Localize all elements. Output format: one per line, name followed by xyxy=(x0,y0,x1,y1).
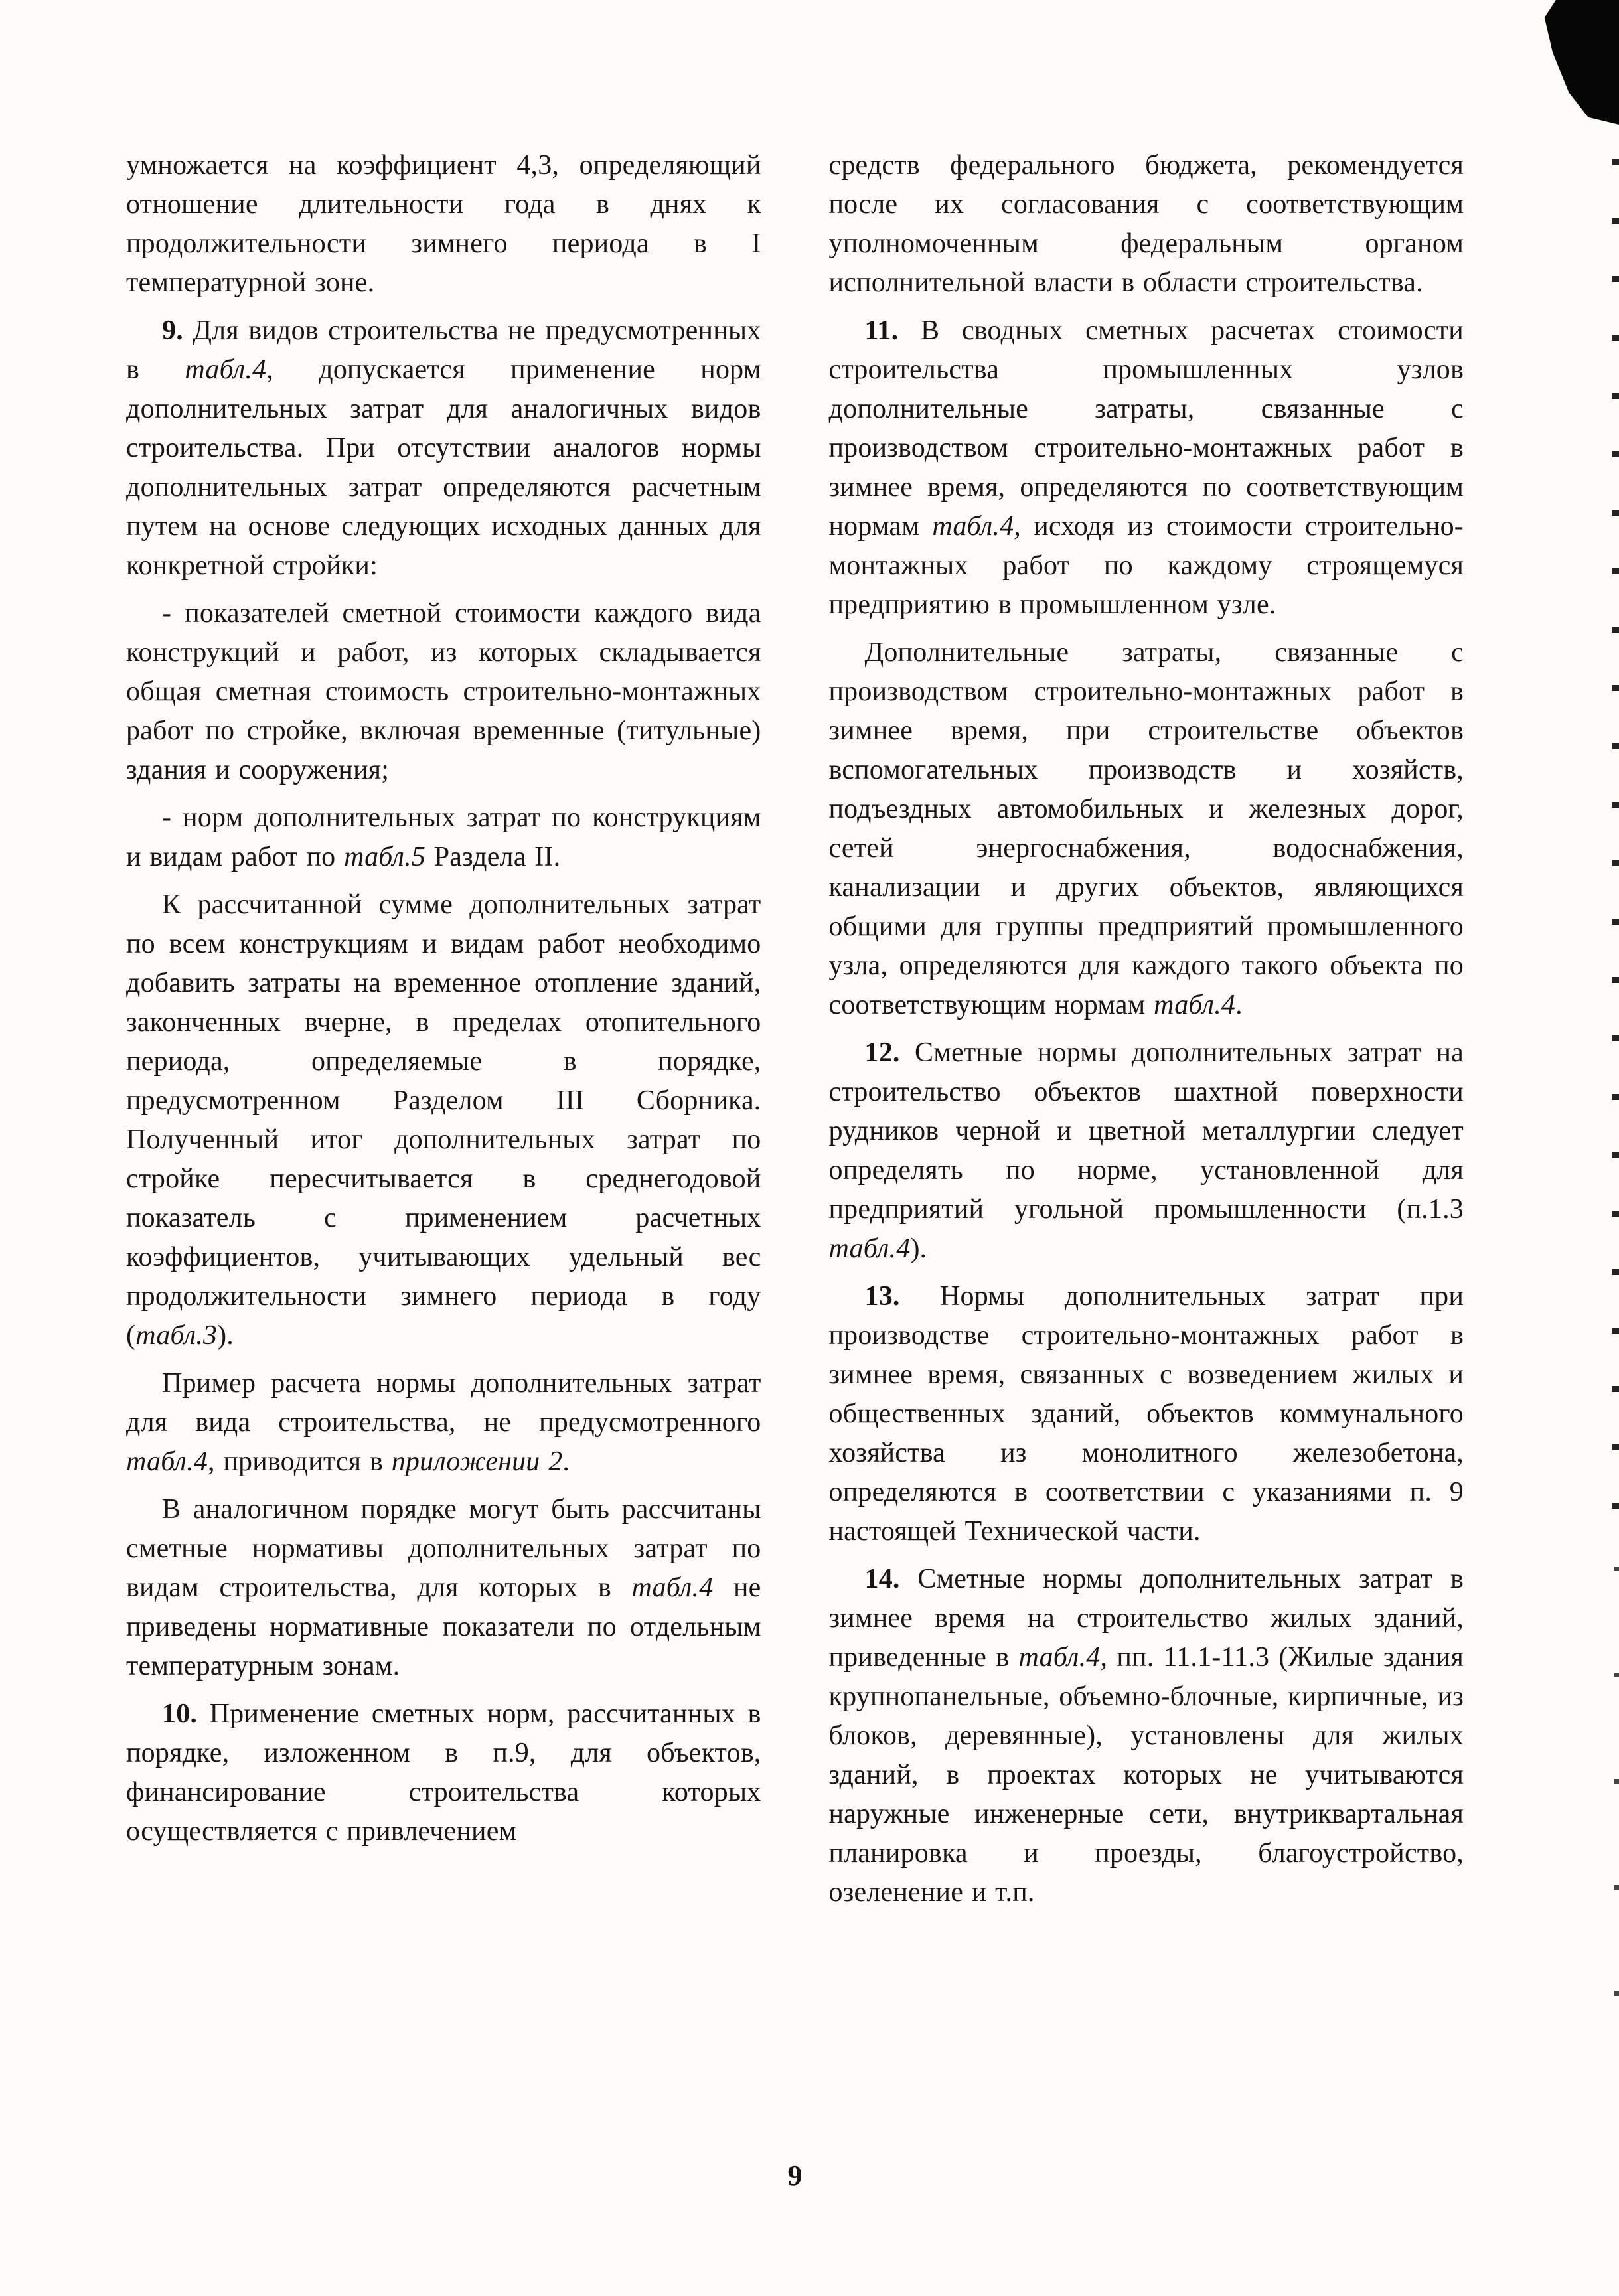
scan-artifact-corner xyxy=(1538,0,1619,125)
text-run: Дополнительные затраты, связанные с производством строительно-монтажных работ в зимнее время, при строительстве объектов вспомогательных производств и хозяйств, подъездных автомобильных и железных дорог, сетей энергоснабжения, водоснабжения, канализации и других объектов, являющихся общими для группы предприятий промышленного узла, определяются для каждого такого объекта по соответствующим нормам xyxy=(828,637,1464,1020)
text-run: , пп. 11.1-11.3 (Жилые здания крупнопанельные, объемно-блочные, кирпичные, из блоков, деревянные), установлены для жилых зданий, в проектах которых не учитываются наружные инженерные сети, внутриквартальная планировка и проезды, благоустройство, озеленение и т.п. xyxy=(828,1642,1464,1908)
text-body xyxy=(126,146,1464,1921)
text-run: исходя из стоимости строительно-монтажных работ по каждому строящемуся предприятию в промышленном узле. xyxy=(828,511,1464,620)
emphasis-text: табл.3 xyxy=(135,1320,218,1351)
text-run: - показателей сметной стоимости каждого вида конструкций и работ, из которых складывается общая сметная стоимость строительно-монтажных работ по стройке, включая временные (титульные) здания и сооружения; xyxy=(126,598,761,785)
emphasis-text: табл.4 xyxy=(828,1233,911,1264)
paragraph xyxy=(126,594,761,790)
paragraph xyxy=(126,311,761,585)
text-run: ). xyxy=(217,1320,234,1351)
text-run: умножается на коэффициент 4,3, определяющий отношение длительности года в днях к продолжительности зимнего периода в I температурной зоне. xyxy=(126,150,761,298)
paragraph xyxy=(829,146,1464,303)
paragraph xyxy=(829,633,1464,1025)
text-run: Применение сметных норм, рассчитанных в порядке, изложенном в п.9, для объектов, финансирование строительства которых осуществляется с привлечением xyxy=(126,1699,761,1847)
page-number: 9 xyxy=(787,2159,803,2192)
paragraph xyxy=(126,885,761,1355)
text-run: Пример расчета нормы дополнительных затрат для вида строительства, не предусмотренного xyxy=(126,1368,761,1438)
paragraph xyxy=(126,1364,761,1482)
page-footer xyxy=(126,2159,1464,2192)
emphasis-text: табл.4 xyxy=(631,1572,714,1603)
paragraph xyxy=(829,1560,1464,1912)
emphasis-text: табл.4 xyxy=(1018,1642,1101,1673)
text-run: . xyxy=(562,1446,570,1477)
text-run: Для видов строительства не предусмотренных в xyxy=(126,315,761,385)
text-run: . xyxy=(1235,990,1243,1020)
item-number: 10. xyxy=(162,1699,198,1729)
text-run: Раздела II. xyxy=(425,842,561,872)
paragraph xyxy=(829,311,1464,625)
scan-artifact-edge-marks xyxy=(1612,159,1619,1540)
item-number: 12. xyxy=(864,1037,900,1068)
text-run: В аналогичном порядке могут быть рассчитаны сметные нормативы дополнительных затрат по видам строительства, для которых в xyxy=(126,1494,761,1603)
text-run: ). xyxy=(910,1233,927,1264)
item-number: 13. xyxy=(864,1281,900,1312)
emphasis-text: табл.4, xyxy=(932,511,1021,542)
paragraph xyxy=(126,1490,761,1686)
text-run: В сводных сметных расчетах стоимости строительства промышленных узлов дополнительные затраты, связанные с производством строительно-монтажных работ в зимнее время, определяются по соответствующим нормам xyxy=(828,315,1464,542)
paragraph xyxy=(126,146,761,303)
text-run: средств федерального бюджета, рекомендуется после их согласования с соответствующим уполномоченным федеральным органом исполнительной власти в области строительства. xyxy=(828,150,1464,298)
paragraph xyxy=(126,1695,761,1851)
item-number: 11. xyxy=(864,315,899,346)
emphasis-text: табл.4 xyxy=(126,1446,208,1477)
text-column-left xyxy=(126,146,761,1921)
paragraph xyxy=(829,1277,1464,1551)
paragraph xyxy=(829,1033,1464,1268)
text-column-right xyxy=(829,146,1464,1921)
emphasis-text: табл.4 xyxy=(1154,990,1236,1020)
emphasis-text: табл.4 xyxy=(185,354,267,385)
emphasis-text: приложении 2 xyxy=(391,1446,563,1477)
text-run: , допускается применение норм дополнительных затрат для аналогичных видов строительства. При отсутствии аналогов нормы дополнительных затрат определяются расчетным путем на основе следующих исходных данных для конкретной стройки: xyxy=(126,354,761,581)
text-run: не приведены нормативные показатели по отдельным температурным зонам. xyxy=(126,1572,761,1681)
text-run: Сметные нормы дополнительных затрат в зимнее время на строительство жилых зданий, приведенные в xyxy=(828,1564,1464,1673)
text-run: , приводится в xyxy=(207,1446,392,1477)
text-run: - норм дополнительных затрат по конструкциям и видам работ по xyxy=(126,803,761,872)
paragraph xyxy=(126,799,761,877)
text-run: К рассчитанной сумме дополнительных затрат по всем конструкциям и видам работ необходимо добавить затраты на временное отопление зданий, законченных вчерне, в пределах отопительного периода, определяемые в порядке, предусмотренном Разделом III Сборника. Полученный итог дополнительных затрат по стройке пересчитывается в среднегодовой показатель с применением расчетных коэффициентов, учитывающих удельный вес продолжительности зимнего периода в году ( xyxy=(126,889,761,1351)
emphasis-text: табл.5 xyxy=(344,842,425,872)
text-run: Сметные нормы дополнительных затрат на строительство объектов шахтной поверхности рудников черной и цветной металлургии следует определять по норме, установленной для предприятий угольной промышленности (п.1.3 xyxy=(828,1037,1464,1225)
text-run: Нормы дополнительных затрат при производстве строительно-монтажных работ в зимнее время, связанных с возведением жилых и общественных зданий, объектов коммунального хозяйства из монолитного железобетона, определяются в соответствии с указаниями п. 9 настоящей Технической части. xyxy=(828,1281,1464,1547)
item-number: 9. xyxy=(162,315,183,346)
scan-artifact-edge-marks-lower xyxy=(1614,1567,1619,2071)
item-number: 14. xyxy=(864,1564,900,1594)
